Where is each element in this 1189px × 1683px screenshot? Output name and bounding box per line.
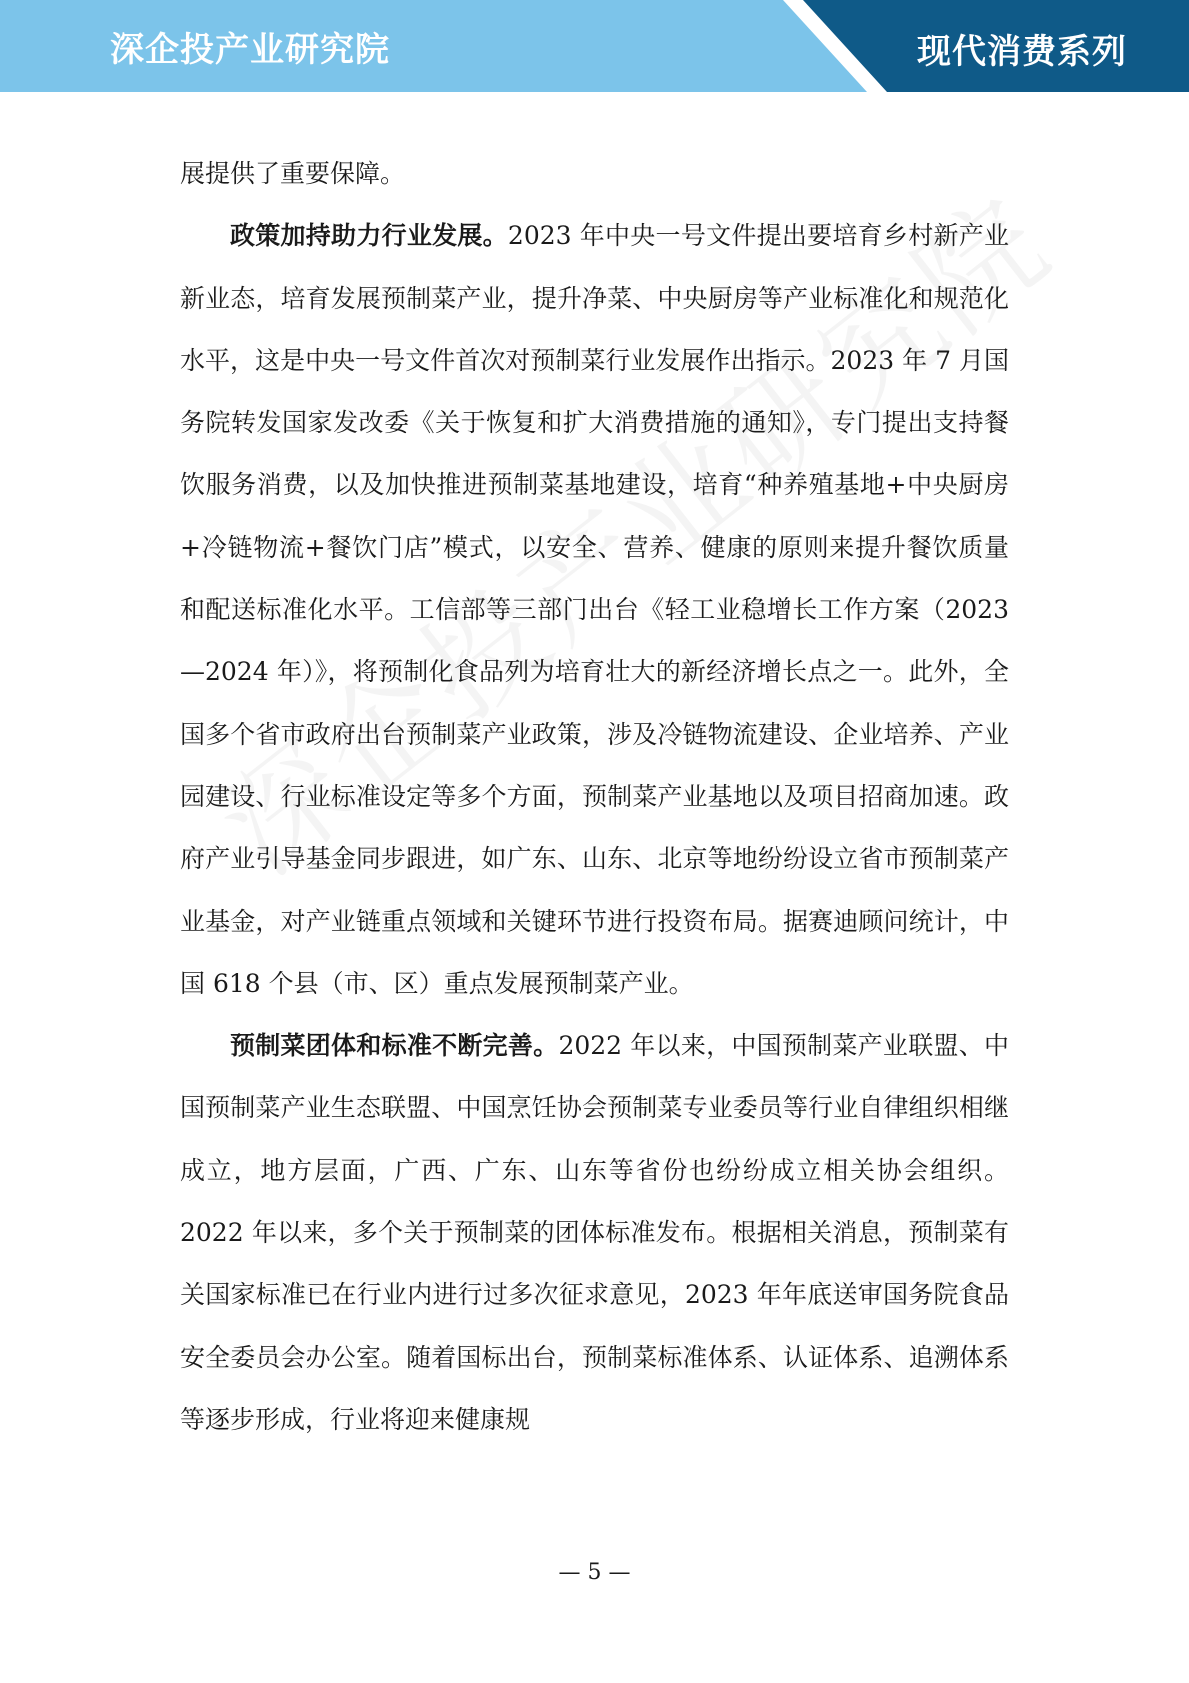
page-header [0,0,1189,92]
paragraph-continuation [180,143,1009,205]
paragraph-policy-support [180,205,1009,1015]
paragraph-text: 2022 年以来，中国预制菜产业联盟、中国预制菜产业生态联盟、中国烹饪协会预制菜专业委员等行业自律组织相继成立，地方层面，广西、广东、山东等省份也纷纷成立相关协会组织。2022 年以来，多个关于预制菜的团体标准发布。根据相关消息，预制菜有关国家标准已在行业内进行过多次征求意见，2023 年年底送审国务院食品安全委员会办公室。随着国标出台，预制菜标准体系、认证体系、追溯体系等逐步形成，行业将迎来健康规 [180,1031,1009,1434]
document-body [180,143,1009,1451]
paragraph-heading: 预制菜团体和标准不断完善。 [230,1031,559,1061]
header-org-title: 深企投产业研究院 [110,30,390,70]
paragraph-text: 2023 年中央一号文件提出要培育乡村新产业新业态，培育发展预制菜产业，提升净菜、中央厨房等产业标准化和规范化水平，这是中央一号文件首次对预制菜行业发展作出指示。2023 年 7 月国务院转发国家发改委《关于恢复和扩大消费措施的通知》，专门提出支持餐饮服务消费，以及加快推进预制菜基地建设，培育“种养殖基地+中央厨房+冷链物流+餐饮门店”模式，以安全、营养、健康的原则来提升餐饮质量和配送标准化水平。工信部等三部门出台《轻工业稳增长工作方案（2023—2024 年）》，将预制化食品列为培育壮大的新经济增长点之一。此外，全国多个省市政府出台预制菜产业政策，涉及冷链物流建设、企业培养、产业园建设、行业标准设定等多个方面，预制菜产业基地以及项目招商加速。政府产业引导基金同步跟进，如广东、山东、北京等地纷纷设立省市预制菜产业基金，对产业链重点领域和关键环节进行投资布局。据赛迪顾问统计，中国 618 个县（市、区）重点发展预制菜产业。 [180,221,1009,998]
page-number: — 5 — [558,1560,631,1585]
paragraph-text: 展提供了重要保障。 [180,159,406,188]
paragraph-heading: 政策加持助力行业发展。 [230,221,508,251]
header-series-title: 现代消费系列 [917,32,1127,72]
paragraph-standards [180,1015,1009,1451]
